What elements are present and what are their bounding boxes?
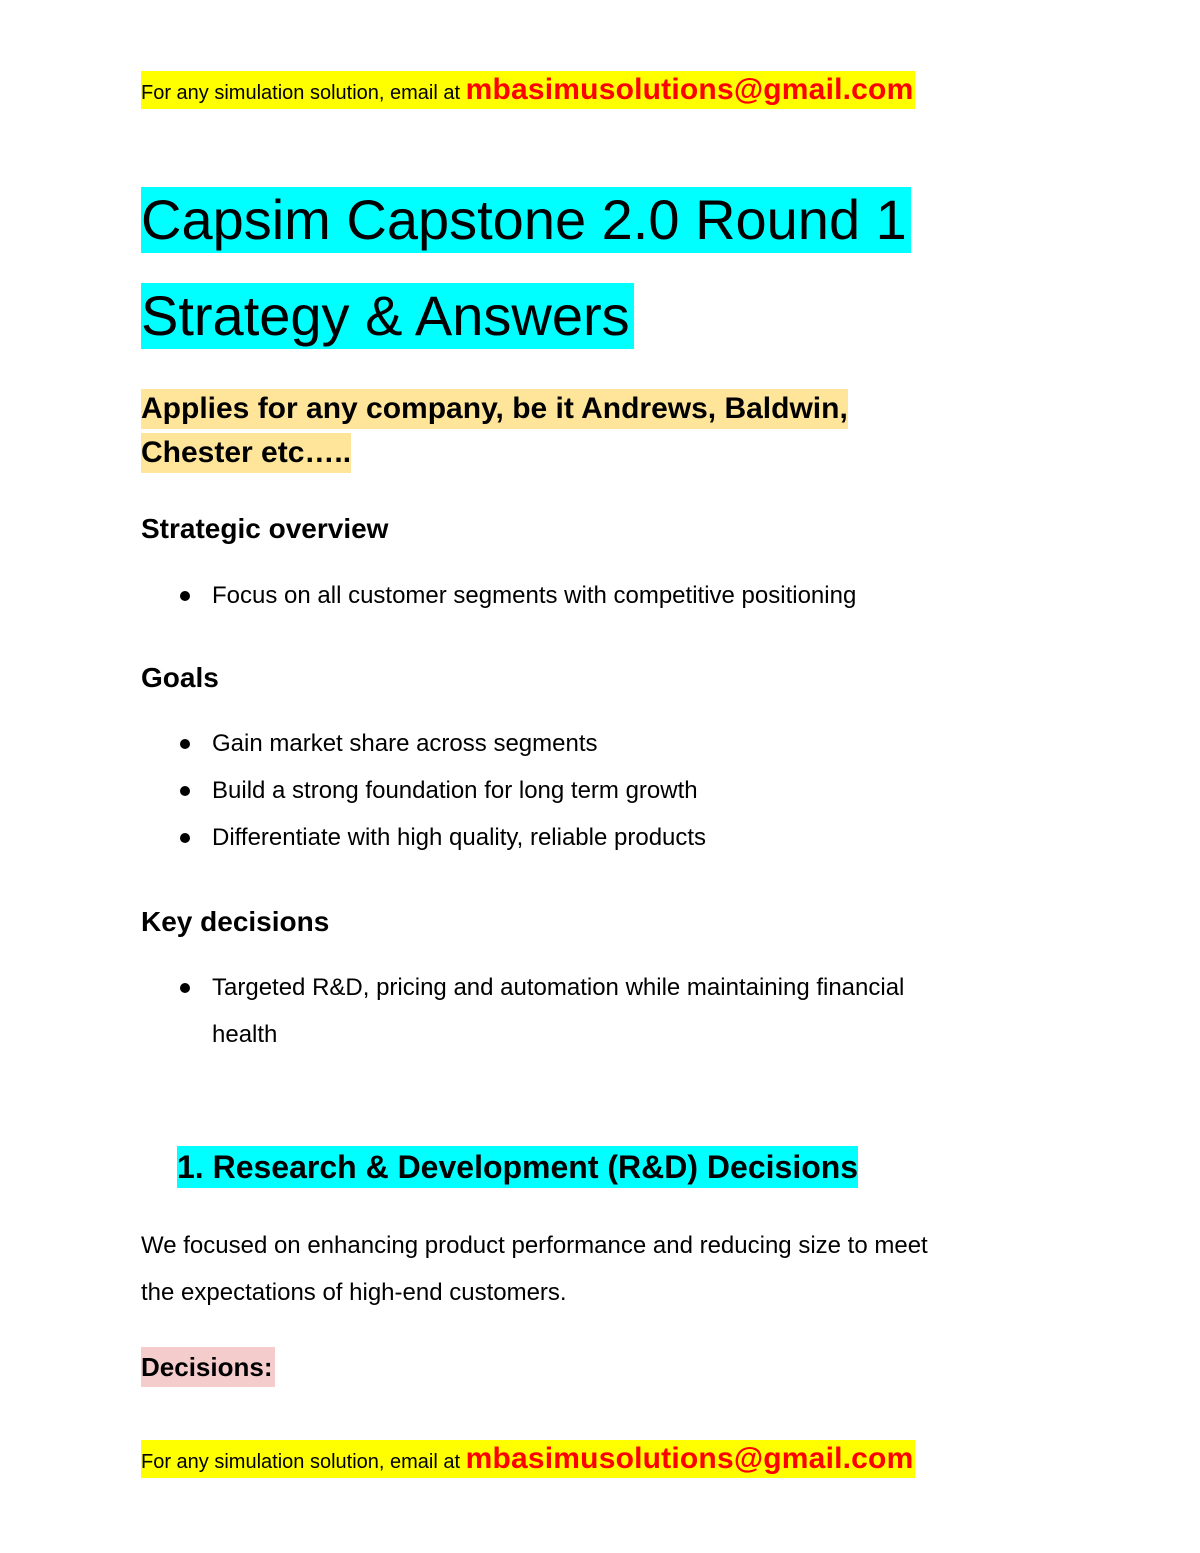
bottom-banner xyxy=(141,1440,915,1478)
strategic-overview-list xyxy=(141,572,856,619)
list-item: Gain market share across segments xyxy=(141,720,706,767)
banner-email-link[interactable]: mbasimusolutions@gmail.com xyxy=(465,1442,914,1475)
page-title-line-2: Strategy & Answers xyxy=(141,283,634,349)
subtitle-line-2: Chester etc….. xyxy=(141,433,351,473)
goals-list xyxy=(141,720,706,861)
strategic-overview-heading: Strategic overview xyxy=(141,513,389,544)
rnd-paragraph-line-2: the expectations of high-end customers. xyxy=(141,1279,567,1306)
bullet-icon xyxy=(180,786,190,796)
bullet-icon xyxy=(180,591,190,601)
page-title-line-1: Capsim Capstone 2.0 Round 1 xyxy=(141,187,911,253)
banner-prefix: For any simulation solution, email at xyxy=(141,1451,466,1473)
list-item: Focus on all customer segments with competitive positioning xyxy=(141,572,856,619)
bullet-icon xyxy=(180,739,190,749)
banner-prefix: For any simulation solution, email at xyxy=(141,82,466,104)
banner-email-link[interactable]: mbasimusolutions@gmail.com xyxy=(465,73,914,106)
bullet-icon xyxy=(180,833,190,843)
subtitle-line-1: Applies for any company, be it Andrews, Baldwin, xyxy=(141,389,848,429)
decisions-label: Decisions: xyxy=(141,1347,275,1387)
top-banner xyxy=(141,71,915,109)
list-item: Targeted R&D, pricing and automation while maintaining financial health xyxy=(141,964,904,1058)
list-item: Differentiate with high quality, reliable products xyxy=(141,814,706,861)
rnd-paragraph-line-1: We focused on enhancing product performance and reducing size to meet xyxy=(141,1232,928,1259)
goals-heading: Goals xyxy=(141,662,219,693)
key-decisions-heading: Key decisions xyxy=(141,906,330,937)
key-decisions-list xyxy=(141,964,904,1058)
list-item: Build a strong foundation for long term growth xyxy=(141,767,706,814)
rnd-section-heading: 1. Research & Development (R&D) Decisions xyxy=(177,1146,858,1188)
bullet-icon xyxy=(180,983,190,993)
